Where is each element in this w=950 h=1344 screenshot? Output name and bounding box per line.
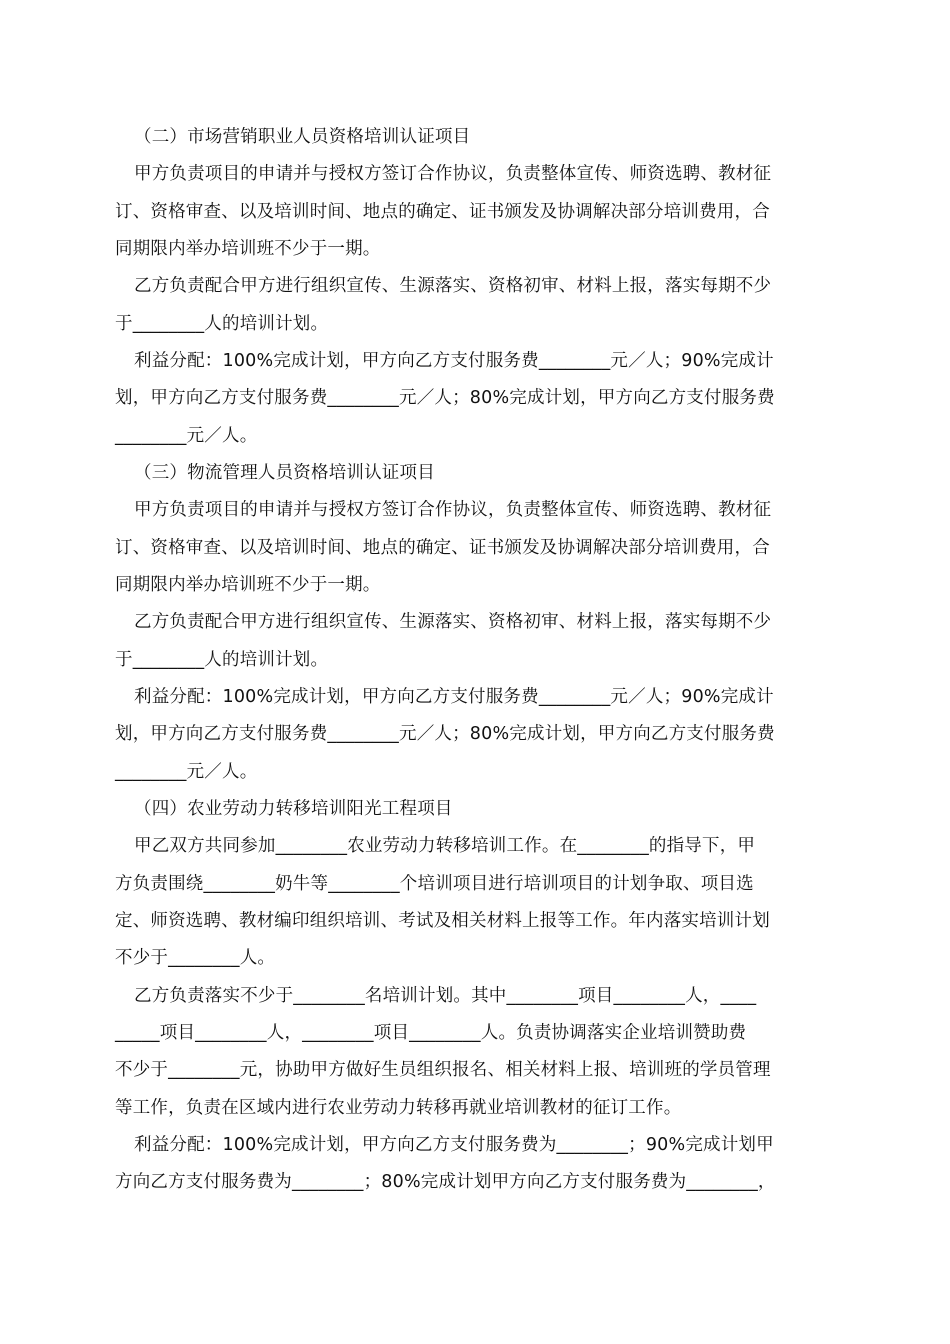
paragraph-line: 利益分配：100%完成计划，甲方向乙方支付服务费________元／人；90%完成计 xyxy=(134,687,774,707)
paragraph-line: 定、师资选聘、教材编印组织培训、考试及相关材料上报等工作。年内落实培训计划 xyxy=(115,911,770,931)
paragraph-line: 乙方负责配合甲方进行组织宣传、生源落实、资格初审、材料上报，落实每期不少 xyxy=(134,612,772,632)
paragraph-line: 订、资格审查、以及培训时间、地点的确定、证书颁发及协调解决部分培训费用，合 xyxy=(115,202,770,222)
paragraph-line: 甲方负责项目的申请并与授权方签订合作协议，负责整体宣传、师资选聘、教材征 xyxy=(134,164,772,184)
paragraph-line: 订、资格审查、以及培训时间、地点的确定、证书颁发及协调解决部分培训费用，合 xyxy=(115,538,770,558)
section-heading-4: （四）农业劳动力转移培训阳光工程项目 xyxy=(134,799,453,819)
paragraph-line: 于________人的培训计划。 xyxy=(115,314,329,334)
paragraph-line: ________元／人。 xyxy=(115,426,258,446)
paragraph-line: 方向乙方支付服务费为________；80%完成计划甲方向乙方支付服务费为________， xyxy=(115,1172,776,1192)
paragraph-line: 甲方负责项目的申请并与授权方签订合作协议，负责整体宣传、师资选聘、教材征 xyxy=(134,500,772,520)
paragraph-line: _____项目________人，________项目________人。负责协调落实企业培训赞助费 xyxy=(115,1023,747,1043)
paragraph-line: 方负责围绕________奶牛等________个培训项目进行培训项目的计划争取、项目选 xyxy=(115,874,754,894)
paragraph-line: 于________人的培训计划。 xyxy=(115,650,329,670)
paragraph-line: 划，甲方向乙方支付服务费________元／人；80%完成计划，甲方向乙方支付服务费 xyxy=(115,388,775,408)
paragraph-line: 乙方负责落实不少于________名培训计划。其中________项目________人，____ xyxy=(134,986,757,1006)
paragraph-line: 划，甲方向乙方支付服务费________元／人；80%完成计划，甲方向乙方支付服务费 xyxy=(115,724,775,744)
paragraph-line: 利益分配：100%完成计划，甲方向乙方支付服务费________元／人；90%完成计 xyxy=(134,351,774,371)
paragraph-line: 利益分配：100%完成计划，甲方向乙方支付服务费为________；90%完成计划甲 xyxy=(134,1135,774,1155)
paragraph-line: 等工作，负责在区域内进行农业劳动力转移再就业培训教材的征订工作。 xyxy=(115,1098,682,1118)
paragraph-line: 不少于________人。 xyxy=(115,948,276,968)
paragraph-line: ________元／人。 xyxy=(115,762,258,782)
paragraph-line: 同期限内举办培训班不少于一期。 xyxy=(115,575,381,595)
paragraph-line: 不少于________元，协助甲方做好生员组织报名、相关材料上报、培训班的学员管理 xyxy=(115,1060,771,1080)
section-heading-3: （三）物流管理人员资格培训认证项目 xyxy=(134,463,435,483)
paragraph-line: 甲乙双方共同参加________农业劳动力转移培训工作。在________的指导下，甲 xyxy=(134,836,756,856)
paragraph-line: 同期限内举办培训班不少于一期。 xyxy=(115,239,381,259)
section-heading-2: （二）市场营销职业人员资格培训认证项目 xyxy=(134,127,471,147)
paragraph-line: 乙方负责配合甲方进行组织宣传、生源落实、资格初审、材料上报，落实每期不少 xyxy=(134,276,772,296)
